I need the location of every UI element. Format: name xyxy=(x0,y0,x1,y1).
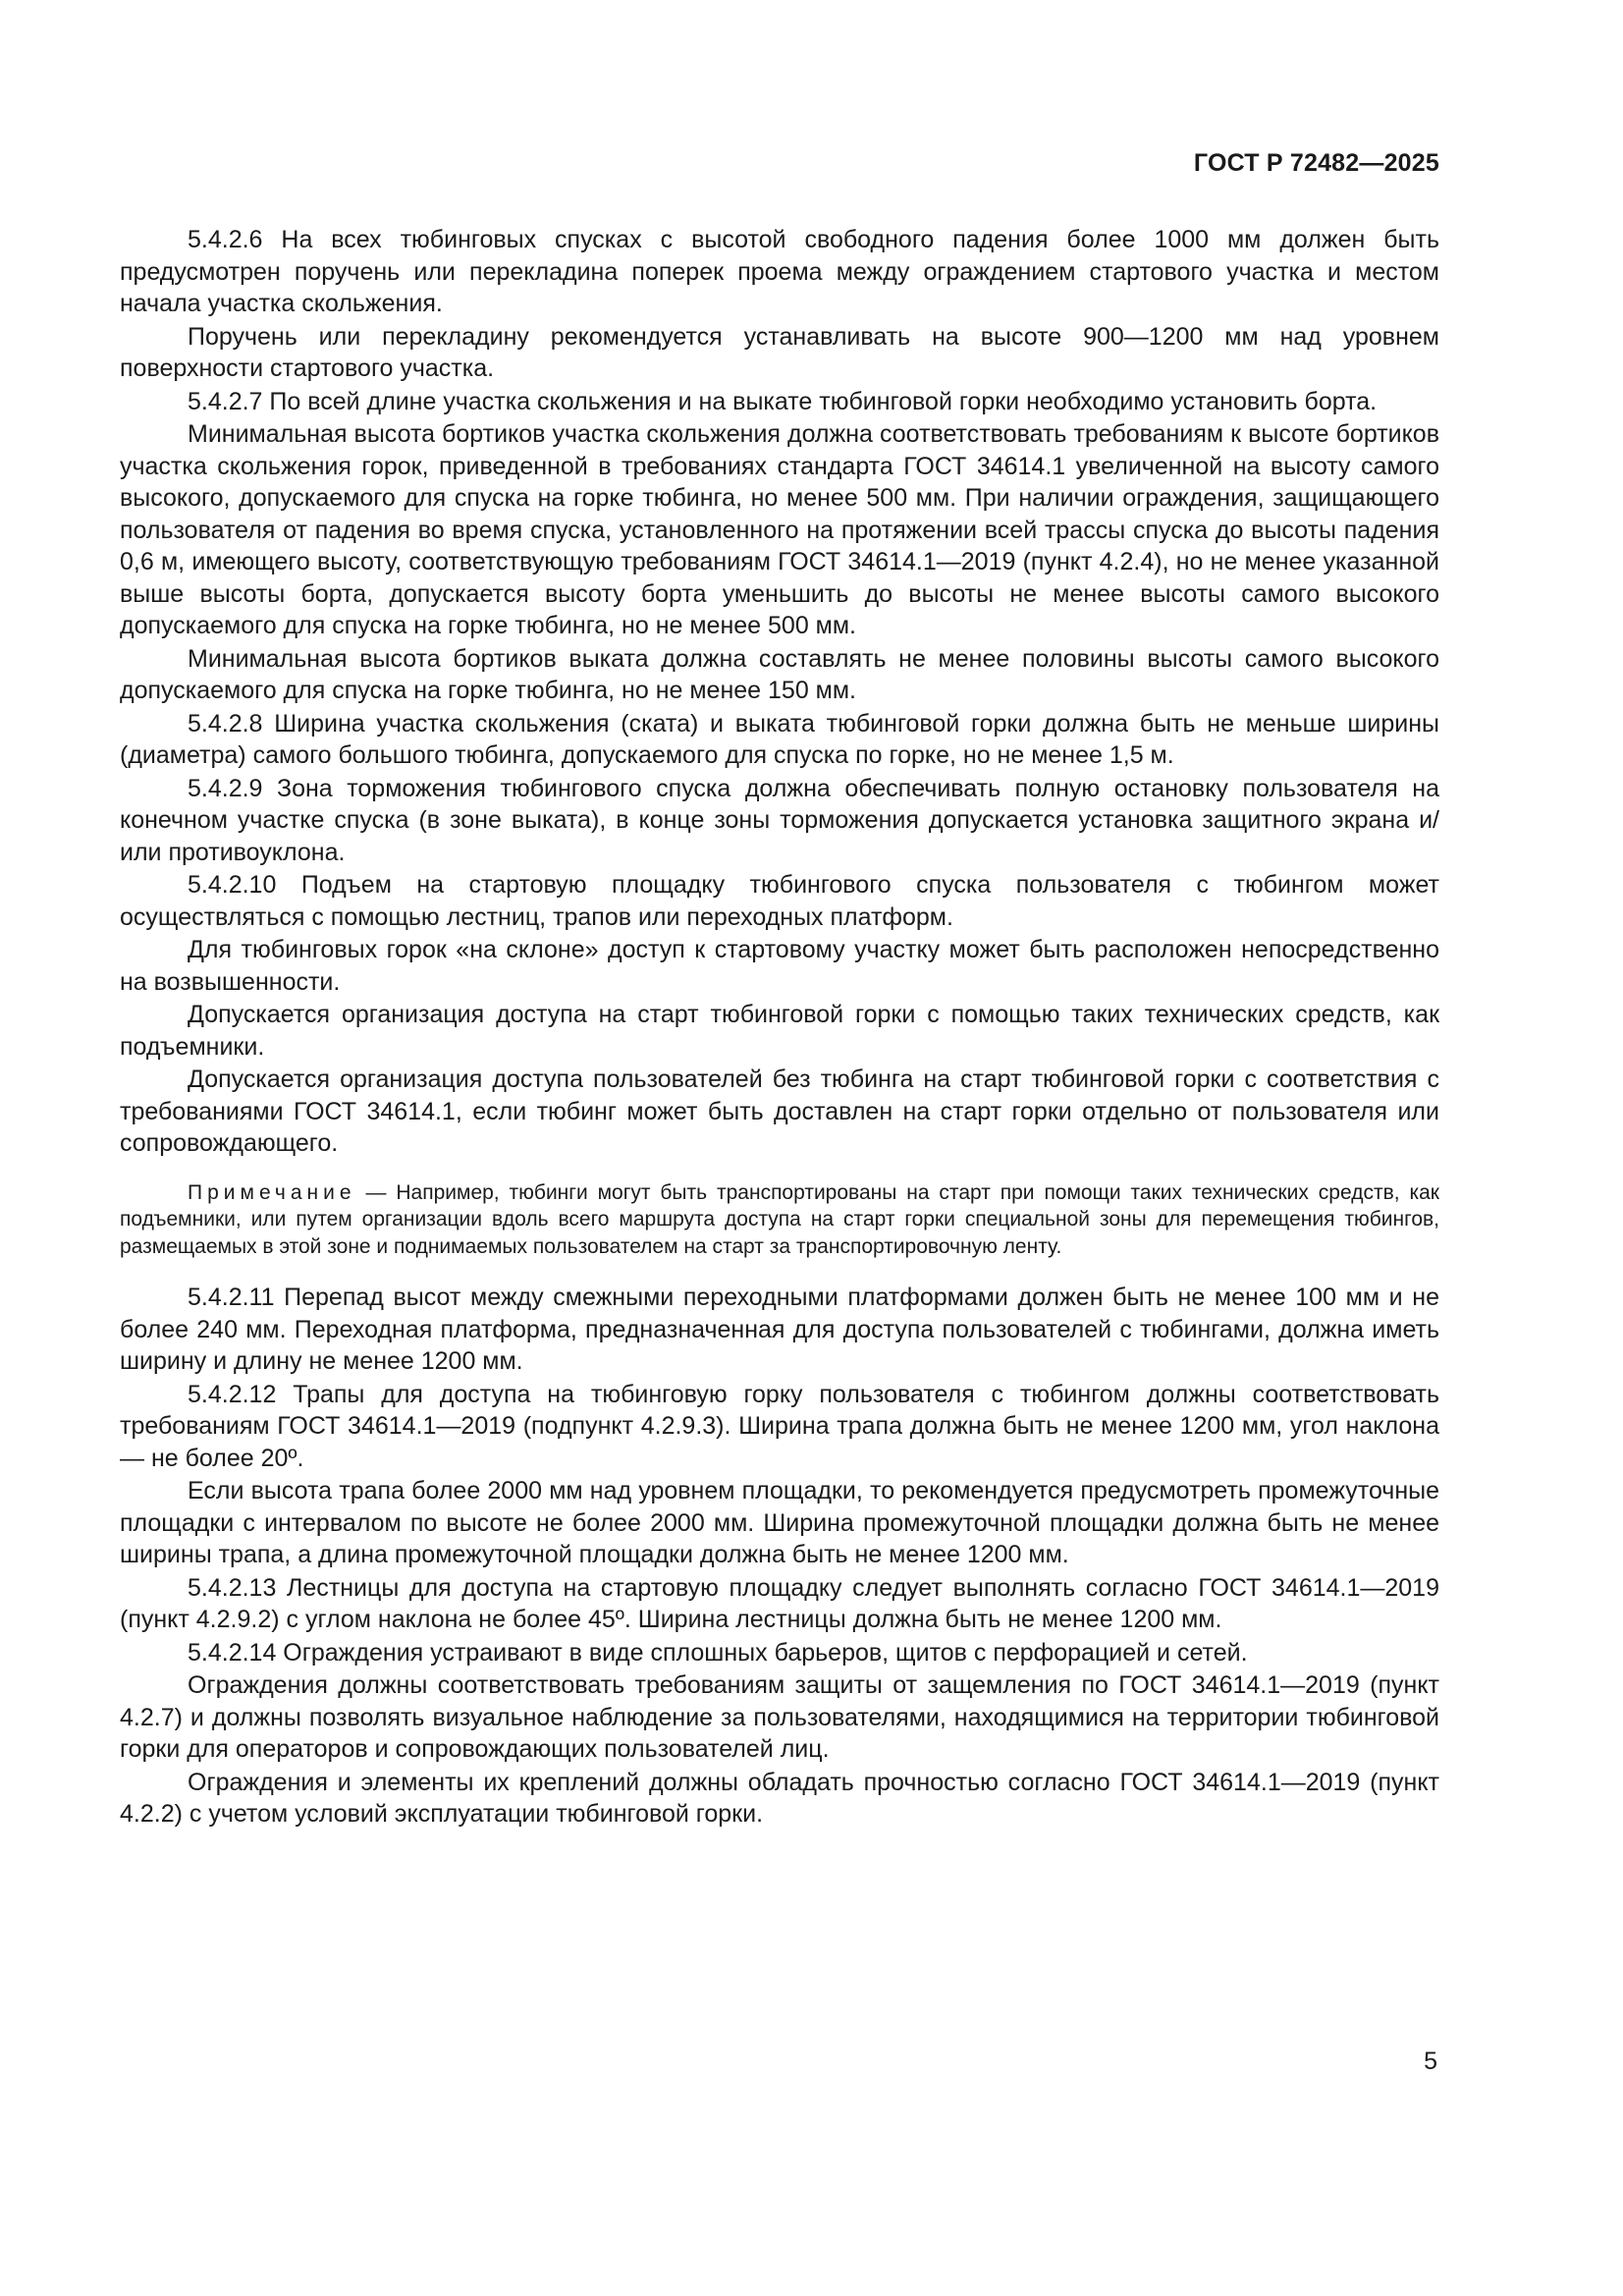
paragraph-5-4-2-13: 5.4.2.13 Лестницы для доступа на стартовую площадку следует выполнять согласно ГОСТ 34614.1—2019 (пункт 4.2.9.2) с углом наклона не более 45º. Ширина лестницы должна быть не менее 1200 мм. xyxy=(120,1573,1439,1633)
paragraph-fence-strength: Ограждения и элементы их креплений должны обладать прочностью согласно ГОСТ 34614.1—2019 (пункт 4.2.2) с учетом условий эксплуатации тюбинговой горки. xyxy=(120,1768,1439,1828)
document-header: ГОСТ Р 72482—2025 xyxy=(1193,149,1439,177)
paragraph-side-height: Минимальная высота бортиков участка скольжения должна соответствовать требованиям к высоте бортиков участка скольжения горок, приведенной в требованиях стандарта ГОСТ 34614.1 увеличенной на высоту самого высокого, допускаемого для спуска на горке тюбинга, но менее 500 мм. При наличии ограждения, защищающего пользователя от падения во время спуска, установленного на протяжении всей трассы спуска до высоты падения 0,6 м, имеющего высоту, соответствующую требованиям ГОСТ 34614.1—2019 (пункт 4.2.4), но не менее указанной выше высоты борта, допускается высоту борта уменьшить до высоты не менее высоты самого высокого допускаемого для спуска на горке тюбинга, но не менее 500 мм. xyxy=(120,420,1439,639)
paragraph-5-4-2-8: 5.4.2.8 Ширина участка скольжения (ската) и выката тюбинговой горки должна быть не меньше ширины (диаметра) самого большого тюбинга, допускаемого для спуска по горке, но не менее 1,5 м. xyxy=(120,709,1439,769)
paragraph-5-4-2-12: 5.4.2.12 Трапы для доступа на тюбинговую горку пользователя с тюбингом должны соответствовать требованиям ГОСТ 34614.1—2019 (подпункт 4.2.9.3). Ширина трапа должна быть не менее 1200 мм, угол наклона — не более 20º. xyxy=(120,1380,1439,1472)
paragraph-5-4-2-11: 5.4.2.11 Перепад высот между смежными переходными платформами должен быть не менее 100 мм и не более 240 мм. Переходная платформа, предназначенная для доступа пользователей с тюбингами, должна иметь ширину и длину не менее 1200 мм. xyxy=(120,1284,1439,1375)
paragraph-handrail-height: Поручень или перекладину рекомендуется устанавливать на высоте 900—1200 мм над уровнем поверхности стартового участка. xyxy=(120,322,1439,382)
paragraph-5-4-2-7: 5.4.2.7 По всей длине участка скольжения и на выкате тюбинговой горки необходимо установить борта. xyxy=(188,387,1378,415)
paragraph-lift-access: Допускается организация доступа на старт тюбинговой горки с помощью таких технических средств, как подъемники. xyxy=(120,1001,1439,1061)
paragraph-5-4-2-9: 5.4.2.9 Зона торможения тюбингового спуска должна обеспечивать полную остановку пользователя на конечном участке спуска (в зоне выката), в конце зоны торможения допускается установка защитного экрана и/или противоуклона. xyxy=(120,774,1439,866)
paragraph-runout-side-height: Минимальная высота бортиков выката должна составлять не менее половины высоты самого высокого допускаемого для спуска на горке тюбинга, но не менее 150 мм. xyxy=(120,644,1439,704)
paragraph-slope-access: Для тюбинговых горок «на склоне» доступ к стартовому участку может быть расположен непосредственно на возвышенности. xyxy=(120,936,1439,996)
paragraph-intermediate-platforms: Если высота трапа более 2000 мм над уровнем площадки, то рекомендуется предусмотреть промежуточные площадки с интервалом по высоте не более 2000 мм. Ширина промежуточной площадки должна быть не менее ширины трапа, а длина промежуточной площадки должна быть не менее 1200 мм. xyxy=(120,1477,1439,1568)
note-label: Примечание xyxy=(188,1180,356,1204)
note-text: — Например, тюбинги могут быть транспортированы на старт при помощи таких технических средств, как подъемники, или путем организации вдоль всего маршрута доступа на старт горки специальной зоны для перемещения тюбингов, размещаемых в этой зоне и поднимаемых пользователем на старт за транспортировочную ленту. xyxy=(120,1180,1439,1258)
page-number: 5 xyxy=(1424,2048,1437,2075)
paragraph-fence-requirements: Ограждения должны соответствовать требованиям защиты от защемления по ГОСТ 34614.1—2019 (пункт 4.2.7) и должны позволять визуальное наблюдение за пользователями, находящимися на территории тюбинговой горки для операторов и сопровождающих пользователей лиц. xyxy=(120,1671,1439,1763)
document-body xyxy=(120,224,1439,1831)
paragraph-access-without-tubing: Допускается организация доступа пользователей без тюбинга на старт тюбинговой горки с соответствия с требованиями ГОСТ 34614.1, если тюбинг может быть доставлен на старт горки отдельно от пользователя или сопровождающего. xyxy=(120,1066,1439,1157)
paragraph-5-4-2-6: 5.4.2.6 На всех тюбинговых спусках с высотой свободного падения более 1000 мм должен быть предусмотрен поручень или перекладина поперек проема между ограждением стартового участка и местом начала участка скольжения. xyxy=(120,226,1439,317)
note xyxy=(120,1179,1439,1261)
paragraph-5-4-2-10: 5.4.2.10 Подъем на стартовую площадку тюбингового спуска пользователя с тюбингом может осуществляться с помощью лестниц, трапов или переходных платформ. xyxy=(120,871,1439,931)
paragraph-5-4-2-14: 5.4.2.14 Ограждения устраивают в виде сплошных барьеров, щитов с перфорацией и сетей. xyxy=(188,1638,1248,1667)
